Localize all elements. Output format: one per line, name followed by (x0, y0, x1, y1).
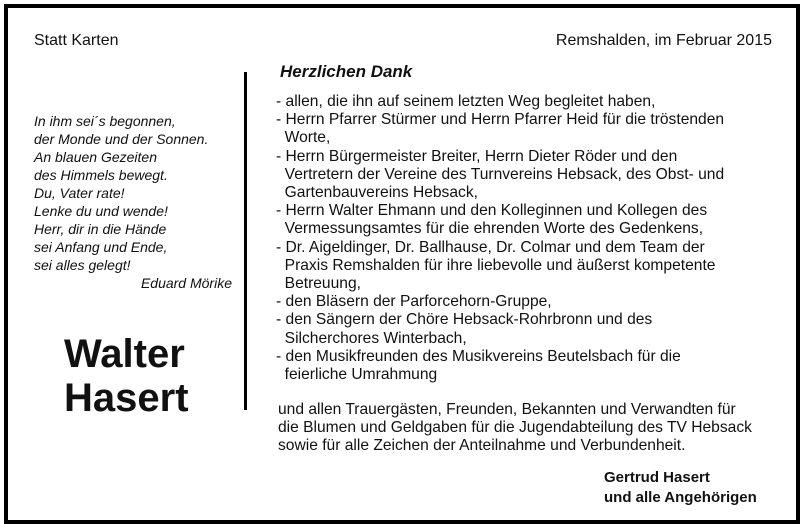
deceased-first-name: Walter (64, 332, 185, 376)
header-statt-karten: Statt Karten (34, 32, 119, 49)
thanks-line: - Herrn Bürgermeister Breiter, Herrn Dieter Röder und den (276, 147, 678, 165)
thanks-list (276, 93, 792, 384)
poem-line: des Himmels bewegt. (34, 167, 168, 183)
thanks-line: - allen, die ihn auf seinem letzten Weg begleitet haben, (276, 93, 656, 110)
thanks-line: Betreuung, (276, 275, 361, 293)
poem-author: Eduard Mörike (140, 275, 232, 291)
header-place-date: Remshalden, im Februar 2015 (555, 32, 772, 49)
poem-line: der Monde und der Sonnen. (34, 131, 209, 147)
thanks-line: - Herrn Pfarrer Stürmer und Herrn Pfarrer Heid für die tröstenden (276, 111, 725, 129)
signature-family: und alle Angehörigen (604, 489, 757, 506)
thanks-line: feierliche Umrahmung (276, 366, 438, 384)
poem (34, 112, 234, 292)
poem-line: sei Anfang und Ende, (34, 239, 168, 255)
poem-line: sei alles gelegt! (34, 257, 131, 273)
thanks-line: Vermessungsamtes für die ehrenden Worte des Gedenkens, (276, 220, 704, 238)
thanks-line: Silcherchores Winterbach, (276, 329, 467, 347)
thanks-line: Worte, (276, 129, 331, 147)
thanks-line: Vertretern der Vereine des Turnvereins Hebsack, des Obst- und (276, 165, 725, 183)
closing-line: die Blumen und Geldgaben für die Jugendabteilung des TV Hebsack (278, 419, 752, 437)
poem-line: Lenke du und wende! (34, 203, 168, 219)
thanks-line: - den Sängern der Chöre Hebsack-Rohrbronn und des (276, 311, 653, 329)
poem-line: In ihm sei´s begonnen, (34, 113, 176, 129)
poem-line: An blauen Gezeiten (34, 149, 157, 165)
thanks-closing (278, 401, 794, 456)
signature-name: Gertrud Hasert (604, 469, 710, 486)
poem-line: Herr, dir in die Hände (34, 221, 167, 237)
deceased-name (64, 332, 189, 420)
thanks-line: Praxis Remshalden für ihre liebevolle und äußerst kompetente (276, 256, 716, 274)
thanks-line: - Herrn Walter Ehmann und den Kolleginnen und Kollegen des (276, 202, 708, 220)
vertical-divider (244, 72, 247, 410)
signature (604, 468, 757, 508)
poem-line: Du, Vater rate! (34, 185, 125, 201)
closing-line: und allen Trauergästen, Freunden, Bekannten und Verwandten für (278, 401, 736, 418)
thanks-title: Herzlichen Dank (280, 62, 413, 81)
thanks-line: - den Musikfreunden des Musikvereins Beutelsbach für die (276, 347, 681, 365)
deceased-last-name: Hasert (64, 376, 189, 420)
closing-line: sowie für alle Zeichen der Anteilnahme und Verbundenheit. (278, 437, 686, 455)
thanks-line: - den Bläsern der Parforcehorn-Gruppe, (276, 293, 552, 311)
thanks-line: Gartenbauvereins Hebsack, (276, 184, 478, 202)
obituary-card (4, 4, 800, 524)
thanks-line: - Dr. Aigeldinger, Dr. Ballhause, Dr. Colmar und dem Team der (276, 238, 705, 256)
